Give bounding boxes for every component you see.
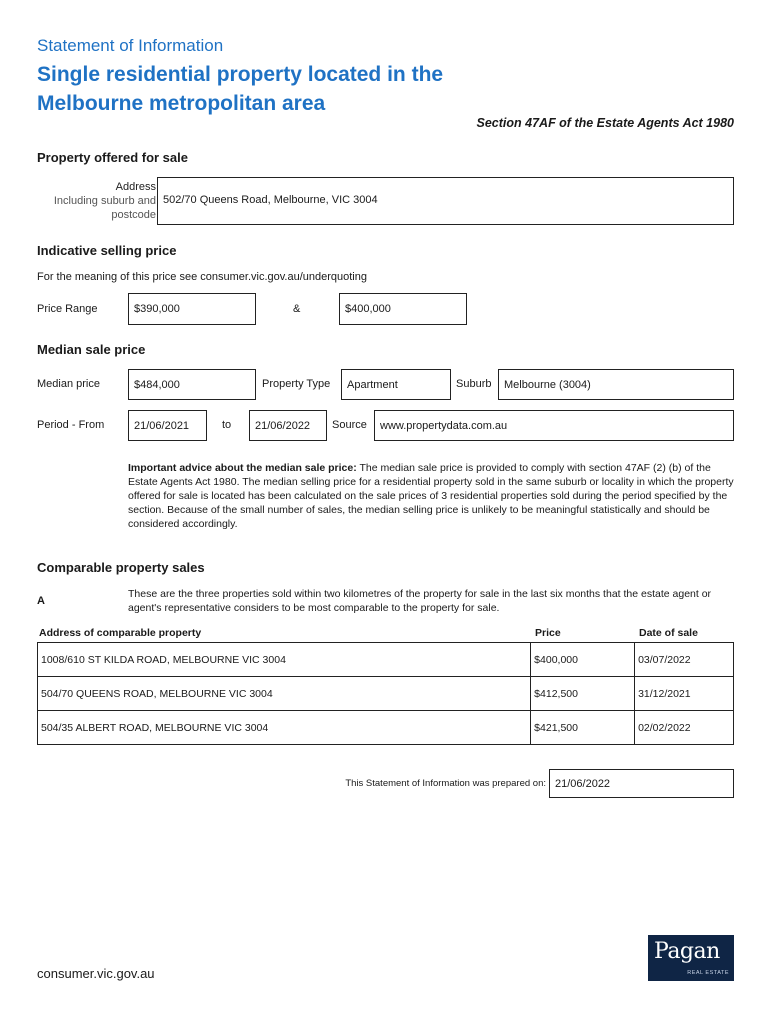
median-advice-text: The median sale price is provided to comply with section 47AF (2) (b) of the Estate Agents Act 1980. The median selling price for a residential property sold in the same suburb or locality in which the property offered for sale is located has been calculated on the sale prices of 3 residential properties sold during the period specified by the section. Because of the small number of sales, the median selling price is unlikely to be meaningful statistically and should be considered accordingly. xyxy=(128,462,734,530)
comparable-table xyxy=(37,642,734,745)
footer-url[interactable]: consumer.vic.gov.au xyxy=(37,966,155,981)
comparable-date-cell[interactable]: 31/12/2021 xyxy=(635,677,734,711)
comparable-price-cell[interactable]: $400,000 xyxy=(531,643,635,677)
suburb-label: Suburb xyxy=(456,378,492,390)
indicative-section-title: Indicative selling price xyxy=(37,243,177,258)
address-label-line-2: Including suburb and xyxy=(53,195,156,207)
price-range-separator: & xyxy=(293,303,301,315)
median-price-label: Median price xyxy=(37,378,100,390)
statement-heading: Statement of Information xyxy=(37,36,224,55)
period-from-label: Period - From xyxy=(37,419,105,431)
period-to-field[interactable]: 21/06/2022 xyxy=(249,410,327,441)
address-field[interactable]: 502/70 Queens Road, Melbourne, VIC 3004 xyxy=(157,177,734,225)
col-header-date: Date of sale xyxy=(639,627,698,639)
comparable-marker: A xyxy=(37,595,45,607)
col-header-address: Address of comparable property xyxy=(39,627,202,639)
comparable-price-cell[interactable]: $421,500 xyxy=(531,711,635,745)
page-title xyxy=(37,60,443,118)
address-label-line-1: Address xyxy=(115,181,156,193)
comparable-intro: These are the three properties sold within two kilometres of the property for sale in the last six months that the estate agent or agent's representative considers to be most comparable to the property for sale. xyxy=(128,588,712,614)
logo-name: Pagan xyxy=(654,939,720,964)
address-label xyxy=(54,180,156,222)
source-label: Source xyxy=(332,419,367,431)
suburb-field[interactable]: Melbourne (3004) xyxy=(498,369,734,400)
page-title-line-1: Single residential property located in the xyxy=(37,63,444,86)
table-row xyxy=(38,711,734,745)
source-field[interactable]: www.propertydata.com.au xyxy=(374,410,734,441)
median-section-title: Median sale price xyxy=(37,342,146,357)
prepared-on-date-field[interactable]: 21/06/2022 xyxy=(549,769,734,798)
col-header-price: Price xyxy=(535,627,561,639)
page-title-line-2: Melbourne metropolitan area xyxy=(37,92,326,115)
comparable-address-cell[interactable]: 1008/610 ST KILDA ROAD, MELBOURNE VIC 3004 xyxy=(38,643,531,677)
comparable-address-cell[interactable]: 504/35 ALBERT ROAD, MELBOURNE VIC 3004 xyxy=(38,711,531,745)
act-reference: Section 47AF of the Estate Agents Act 1980 xyxy=(476,116,734,130)
comparable-address-cell[interactable]: 504/70 QUEENS ROAD, MELBOURNE VIC 3004 xyxy=(38,677,531,711)
prepared-on-label: This Statement of Information was prepared on: xyxy=(345,778,546,789)
agency-logo xyxy=(648,935,734,981)
median-advice-heading: Important advice about the median sale price: xyxy=(128,462,357,474)
comparable-price-cell[interactable]: $412,500 xyxy=(531,677,635,711)
comparable-section-title: Comparable property sales xyxy=(37,560,205,575)
price-meaning-note: For the meaning of this price see consumer.vic.gov.au/underquoting xyxy=(37,271,367,283)
comparable-date-cell[interactable]: 02/02/2022 xyxy=(635,711,734,745)
median-advice xyxy=(128,461,734,531)
price-range-low-field[interactable]: $390,000 xyxy=(128,293,256,325)
period-from-field[interactable]: 21/06/2021 xyxy=(128,410,207,441)
median-price-field[interactable]: $484,000 xyxy=(128,369,256,400)
period-to-label: to xyxy=(222,419,232,431)
table-row xyxy=(38,677,734,711)
address-label-line-3: postcode xyxy=(111,209,156,221)
property-type-field[interactable]: Apartment xyxy=(341,369,451,400)
price-range-label: Price Range xyxy=(37,303,98,315)
property-type-label: Property Type xyxy=(262,378,331,390)
price-range-high-field[interactable]: $400,000 xyxy=(339,293,467,325)
comparable-date-cell[interactable]: 03/07/2022 xyxy=(635,643,734,677)
property-section-title: Property offered for sale xyxy=(37,150,188,165)
table-row xyxy=(38,643,734,677)
logo-tagline: REAL ESTATE xyxy=(687,970,729,976)
